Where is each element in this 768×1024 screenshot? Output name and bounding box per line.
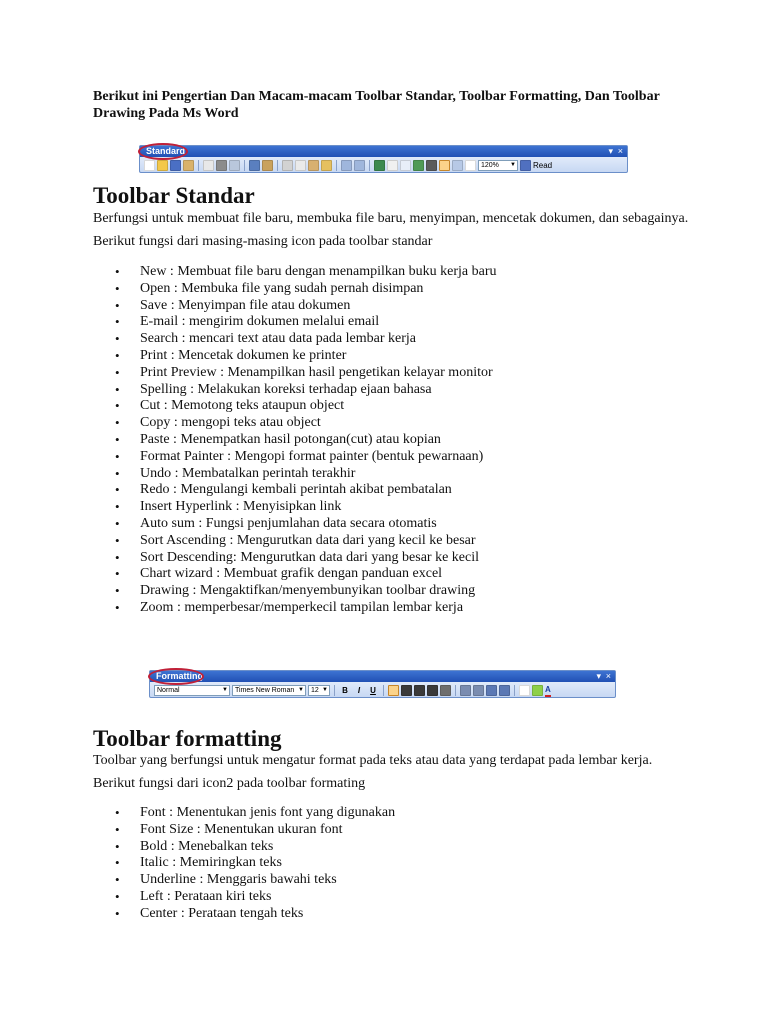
zoom-combo: [478, 160, 518, 171]
print-icon: [216, 160, 227, 171]
list-item: • E-mail : mengirim dokumen melalui email: [0, 314, 497, 331]
heading-toolbar-formatting: Toolbar formatting: [93, 726, 282, 751]
separator: [369, 160, 370, 171]
decrease-indent-icon: [486, 685, 497, 696]
list-item: • Cut : Memotong teks ataupun object: [0, 398, 497, 415]
list-item: • Sort Ascending : Mengurutkan data dari yang kecil ke besar: [0, 533, 497, 550]
formatting-toolbar-image: [149, 670, 616, 698]
list-item: • Undo : Membatalkan perintah terakhir: [0, 466, 497, 483]
numbering-icon: [460, 685, 471, 696]
zoom-value: 120%: [481, 161, 499, 169]
paste-icon: [308, 160, 319, 171]
permission-icon: [183, 160, 194, 171]
cut-icon: [282, 160, 293, 171]
show-hide-icon: [465, 160, 476, 171]
copy-icon: [295, 160, 306, 171]
list-item: • Search : mencari text atau data pada lembar kerja: [0, 331, 497, 348]
list-item: • Font Size : Menentukan ukuran font: [0, 822, 395, 839]
close-icon: ×: [605, 671, 611, 681]
undo-icon: [341, 160, 352, 171]
separator: [336, 160, 337, 171]
toolbar-title-bar: [140, 146, 627, 157]
insert-table-icon: [400, 160, 411, 171]
bullets-icon: [473, 685, 484, 696]
list-item: • Print : Mencetak dokumen ke printer: [0, 348, 497, 365]
separator: [277, 160, 278, 171]
list-item: • Zoom : memperbesar/memperkecil tampilan lembar kerja: [0, 600, 497, 617]
format-painter-icon: [321, 160, 332, 171]
justify-icon: [427, 685, 438, 696]
line-spacing-icon: [440, 685, 451, 696]
read-button-label: Read: [533, 160, 553, 170]
formatting-icon-list: [0, 805, 395, 923]
list-item: • Spelling : Melakukan koreksi terhadap ejaan bahasa: [0, 382, 497, 399]
separator: [198, 160, 199, 171]
list-item: • Drawing : Mengaktifkan/menyembunyikan toolbar drawing: [0, 583, 497, 600]
save-icon: [170, 160, 181, 171]
font-size-combo: [308, 685, 330, 696]
underline-icon: U: [370, 685, 376, 695]
standard-toolbar-image: [139, 145, 628, 173]
toolbar-buttons: [154, 683, 611, 697]
list-item: • Print Preview : Menampilkan hasil pengetikan kelayar monitor: [0, 365, 497, 382]
align-left-icon: [388, 685, 399, 696]
drawing-icon: [439, 160, 450, 171]
close-icon: ×: [617, 146, 623, 156]
intro-toolbar-formatting: Toolbar yang berfungsi untuk mengatur format pada teks atau data yang terdapat pada lembar kerja. Berikut fungsi dari icon2 pada toolbar formating: [93, 753, 653, 791]
font-combo: [232, 685, 306, 696]
standard-icon-list: [0, 264, 497, 617]
separator: [383, 685, 384, 696]
font-color-icon: A: [545, 684, 551, 697]
toolbar-title-bar: [150, 671, 615, 682]
separator: [514, 685, 515, 696]
heading-toolbar-standar: Toolbar Standar: [93, 183, 255, 208]
toolbar-title: Formatting: [156, 671, 203, 681]
list-item: • Format Painter : Mengopi format painter (bentuk pewarnaan): [0, 449, 497, 466]
chevron-down-icon: ▼: [322, 686, 328, 693]
tables-borders-icon: [387, 160, 398, 171]
toolbar-options-icon: ▾: [608, 146, 613, 156]
list-item: • Copy : mengopi teks atau object: [0, 415, 497, 432]
bold-icon: B: [342, 685, 348, 695]
spelling-icon: [249, 160, 260, 171]
list-item: • Paste : Menempatkan hasil potongan(cut) atau kopian: [0, 432, 497, 449]
list-item: • New : Membuat file baru dengan menampilkan buku kerja baru: [0, 264, 497, 281]
redo-icon: [354, 160, 365, 171]
list-item: • Bold : Menebalkan teks: [0, 839, 395, 856]
chevron-down-icon: ▼: [222, 686, 228, 693]
list-item: • Auto sum : Fungsi penjumlahan data secara otomatis: [0, 516, 497, 533]
separator: [244, 160, 245, 171]
font-value: Times New Roman: [235, 686, 295, 694]
list-item: • Left : Perataan kiri teks: [0, 889, 395, 906]
style-value: Normal: [157, 686, 180, 694]
align-center-icon: [401, 685, 412, 696]
excel-icon: [413, 160, 424, 171]
document-map-icon: [452, 160, 463, 171]
list-item: • Open : Membuka file yang sudah pernah disimpan: [0, 281, 497, 298]
intro-toolbar-standar: Berfungsi untuk membuat file baru, membuka file baru, menyimpan, mencetak dokumen, dan sebagainya. Berikut fungsi dari masing-masing icon pada toolbar standar: [93, 211, 689, 249]
list-item: • Center : Perataan tengah teks: [0, 906, 395, 923]
hyperlink-icon: [374, 160, 385, 171]
research-icon: [262, 160, 273, 171]
list-item: • Insert Hyperlink : Menyisipkan link: [0, 499, 497, 516]
separator: [334, 685, 335, 696]
highlight-icon: [532, 685, 543, 696]
toolbar-options-icon: ▾: [596, 671, 601, 681]
help-icon: [520, 160, 531, 171]
list-item: • Save : Menyimpan file atau dokumen: [0, 298, 497, 315]
list-item: • Sort Descending: Mengurutkan data dari yang besar ke kecil: [0, 550, 497, 567]
list-item: • Font : Menentukan jenis font yang digunakan: [0, 805, 395, 822]
list-item: • Chart wizard : Membuat grafik dengan panduan excel: [0, 566, 497, 583]
toolbar-title: Standard: [146, 146, 186, 156]
font-size-value: 12: [311, 686, 319, 694]
style-combo: [154, 685, 230, 696]
chevron-down-icon: ▼: [298, 686, 304, 693]
align-right-icon: [414, 685, 425, 696]
chevron-down-icon: ▼: [510, 161, 516, 168]
separator: [455, 685, 456, 696]
borders-icon: [519, 685, 530, 696]
new-icon: [144, 160, 155, 171]
italic-icon: I: [357, 685, 361, 695]
document-title: Berikut ini Pengertian Dan Macam-macam Toolbar Standar, Toolbar Formatting, Dan Toolbar Drawing Pada Ms Word: [93, 89, 660, 121]
increase-indent-icon: [499, 685, 510, 696]
open-icon: [157, 160, 168, 171]
email-icon: [203, 160, 214, 171]
toolbar-buttons: [144, 158, 623, 172]
list-item: • Redo : Mengulangi kembali perintah akibat pembatalan: [0, 482, 497, 499]
list-item: • Italic : Memiringkan teks: [0, 855, 395, 872]
print-preview-icon: [229, 160, 240, 171]
list-item: • Underline : Menggaris bawahi teks: [0, 872, 395, 889]
columns-icon: [426, 160, 437, 171]
